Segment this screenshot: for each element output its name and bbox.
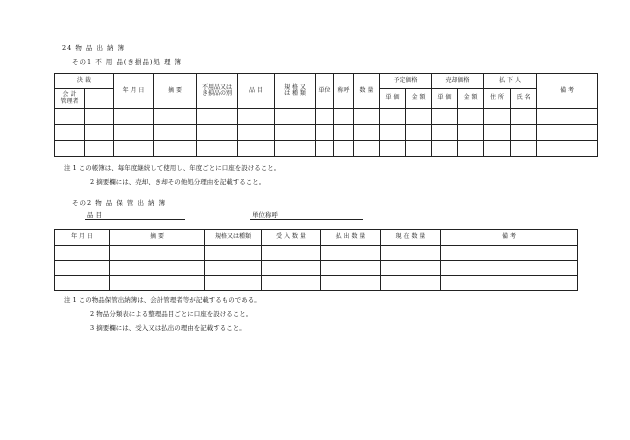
item-label: 品 目: [87, 211, 103, 219]
baikyaku-tanka-header: [432, 89, 458, 109]
unit-header: 単位: [316, 74, 334, 109]
document-heading: 24 物 品 出 納 簿: [62, 44, 126, 52]
table-row: [55, 125, 598, 141]
table-row: [55, 276, 578, 291]
table-row: [55, 141, 598, 157]
unit-underline: [250, 219, 363, 220]
uke-header: 受 入 数 量: [262, 230, 321, 246]
date-header: 年 月 日: [55, 230, 110, 246]
yotei-kingaku-header: 金 額: [406, 89, 432, 109]
shimei-header: 氏 名: [511, 89, 537, 109]
kaikei-label: 会 計: [62, 91, 77, 99]
biko-header: 備 考: [537, 74, 598, 109]
section1-note-1: 注 1 この帳簿は、毎年度継続して使用し、年度ごとに口座を設けること。: [64, 164, 281, 172]
ka-label: 価: [393, 94, 400, 102]
genzai-header: 現 在 数 量: [381, 230, 441, 246]
kikaku-line2: は 種 類: [284, 90, 306, 97]
section2-note-2: 2 物品分類表による整理品目ごとに口座を設けること。: [90, 310, 253, 318]
biko-header: 備 考: [441, 230, 578, 246]
table-row: [55, 109, 598, 125]
tekiyo-header: 摘 要: [154, 74, 197, 109]
section1-note-2: 2 摘要欄には、売却、き却その他処分理由を記載すること。: [90, 178, 266, 186]
kanrisha-label: 管理者: [60, 97, 79, 105]
baikyaku-header: 売却価格: [432, 74, 484, 89]
kikaku-line1: 規 格 又: [284, 83, 306, 91]
section2-note-1: 注 1 この物品保管出納簿は、会計管理者等が記載するものである。: [64, 296, 261, 304]
haraisage-header: 払 下 人: [484, 74, 537, 89]
kessai-header: 決 裁: [55, 74, 114, 89]
jusho-header: 住 所: [484, 89, 511, 109]
table-row: [55, 246, 578, 261]
tan-label: 単: [385, 94, 392, 102]
storage-ledger-table: [54, 229, 578, 291]
table-row: [55, 261, 578, 276]
section2-note-3: 3 摘要欄には、受入又は払出の理由を記載すること。: [90, 324, 246, 332]
fuyohin-line2: き損品の別: [202, 90, 233, 97]
fuyohin-header: [197, 74, 238, 109]
kikaku-header: 規格又は種類: [205, 230, 262, 246]
unit-label: 単位称呼: [252, 211, 278, 219]
fuyohin-line1: 不用品又は: [202, 83, 233, 91]
kaikei-header: [55, 89, 85, 109]
name-header: 称呼: [334, 74, 354, 109]
yotei-tanka-header: [380, 89, 406, 109]
ka-label: 価: [445, 94, 452, 102]
date-header: 年 月 日: [114, 74, 154, 109]
tekiyo-header: 摘 要: [110, 230, 205, 246]
kessai-blank: [85, 89, 114, 109]
section2-title: その2 物 品 保 管 出 納 簿: [72, 199, 167, 207]
qty-header: 数 量: [354, 74, 380, 109]
item-underline: [85, 219, 185, 220]
section1-title: その1 不 用 品(き損品)処 理 簿: [72, 58, 183, 66]
kikaku-header: [275, 74, 316, 109]
harai-header: 払 出 数 量: [321, 230, 381, 246]
yotei-header: 予定価格: [380, 74, 432, 89]
baikyaku-kingaku-header: 金 額: [458, 89, 484, 109]
disposal-ledger-table: [54, 73, 598, 157]
tan-label: 単: [437, 94, 444, 102]
hinmoku-header: 品 目: [238, 74, 275, 109]
